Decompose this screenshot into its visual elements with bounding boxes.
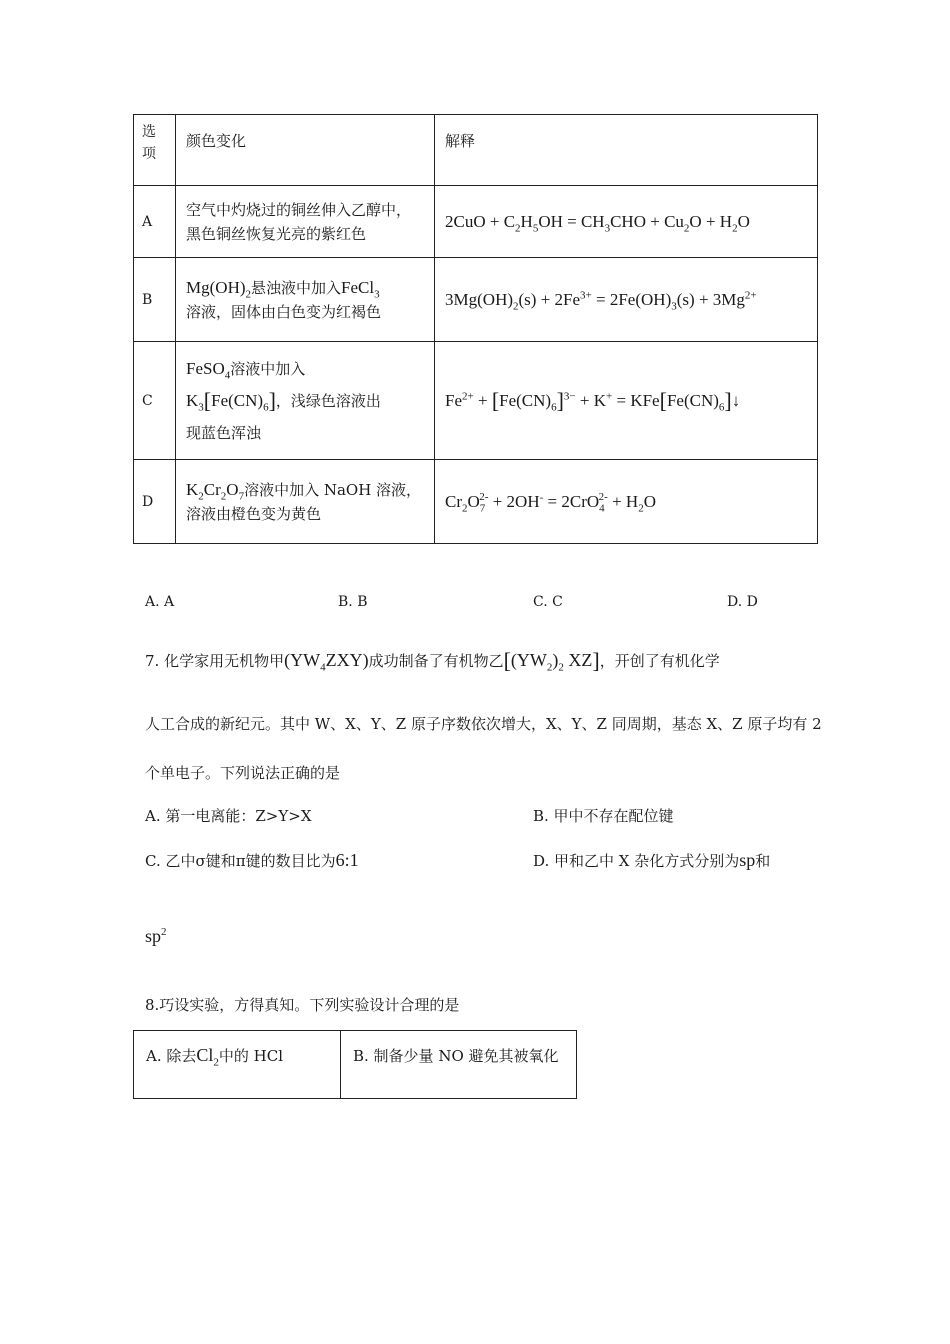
table-row [134, 342, 818, 460]
q6-option-c[interactable]: C. C [533, 594, 563, 610]
q6-option-b[interactable]: B. B [338, 594, 368, 610]
header-option: 选项 [134, 115, 176, 186]
row-explanation-equation: $2CuO + C_2H_5OH = CH_3CHO + Cu_2O + H_2O$ [435, 186, 818, 258]
row-color-change: $Mg(OH)_2$悬浊液中加入FeCl$_3$ 溶液，固体由白色变为红褐色 [176, 258, 435, 342]
table-row [134, 186, 818, 258]
row-explanation-equation: $Cr_2O_7^{2-} + 2OH^- = 2CrO_4^{2-} + H_2O$ [435, 460, 818, 544]
row-option: C [134, 342, 176, 460]
experiment-option-b[interactable]: B. 制备少量 NO 避免其被氧化 [341, 1031, 577, 1099]
q7-option-a[interactable]: A. 第一电离能：Z>Y>X [145, 807, 312, 825]
table-header-row [134, 115, 818, 186]
header-explanation: 解释 [435, 115, 818, 186]
row-option: D [134, 460, 176, 544]
row-option: B [134, 258, 176, 342]
q7-stem-line1: 7. 化学家用无机物甲$(YW_4ZXY)$成功制备了有机物乙[$(YW_2)_2$ XZ]，开创了有机化学 [145, 648, 720, 674]
table-row [134, 258, 818, 342]
q7-option-b[interactable]: B. 甲中不存在配位键 [533, 807, 674, 825]
row-option: A [134, 186, 176, 258]
experiment-table [133, 1030, 577, 1099]
q7-stem-line2: 人工合成的新纪元。其中 W、X、Y、Z 原子序数依次增大，X、Y、Z 同周期，基态 X、Z 原子均有 2 [145, 715, 822, 733]
q6-option-a[interactable]: A. A [145, 594, 175, 610]
q7-option-c[interactable]: C. 乙中σ键和π键的数目比为6:1 [145, 850, 359, 870]
experiment-option-a[interactable]: A. 除去$Cl_2$中的 HCl [134, 1031, 341, 1099]
q8-stem: 8.巧设实验，方得真知。下列实验设计合理的是 [145, 996, 460, 1014]
row-explanation-equation: $3Mg(OH)_2(s) + 2Fe^{3+} = 2Fe(OH)_3(s) + 3Mg^{2+}$ [435, 258, 818, 342]
row-color-change: FeSO$_4$溶液中加入 $K_3[Fe(CN)_6]$，浅绿色溶液出 现蓝色浑浊 [176, 342, 435, 460]
q7-option-d[interactable]: D. 甲和乙中 X 杂化方式分别为sp和 [533, 850, 771, 870]
q7-option-d-continued: $sp^2$ [145, 926, 167, 946]
row-color-change: 空气中灼烧过的铜丝伸入乙醇中，黑色铜丝恢复光亮的紫红色 [176, 186, 435, 258]
row-color-change: $K_2Cr_2O_7$溶液中加入 NaOH 溶液， 溶液由橙色变为黄色 [176, 460, 435, 544]
table-row [134, 460, 818, 544]
q7-stem-line3: 个单电子。下列说法正确的是 [145, 764, 341, 782]
header-color-change: 颜色变化 [176, 115, 435, 186]
color-change-table [133, 114, 818, 544]
q6-option-d[interactable]: D. D [727, 594, 758, 610]
row-explanation-equation: $Fe^{2+} + [Fe(CN)_6]^{3-} + K^+$ = $KFe[Fe(CN)_6]↓$ [435, 342, 818, 460]
